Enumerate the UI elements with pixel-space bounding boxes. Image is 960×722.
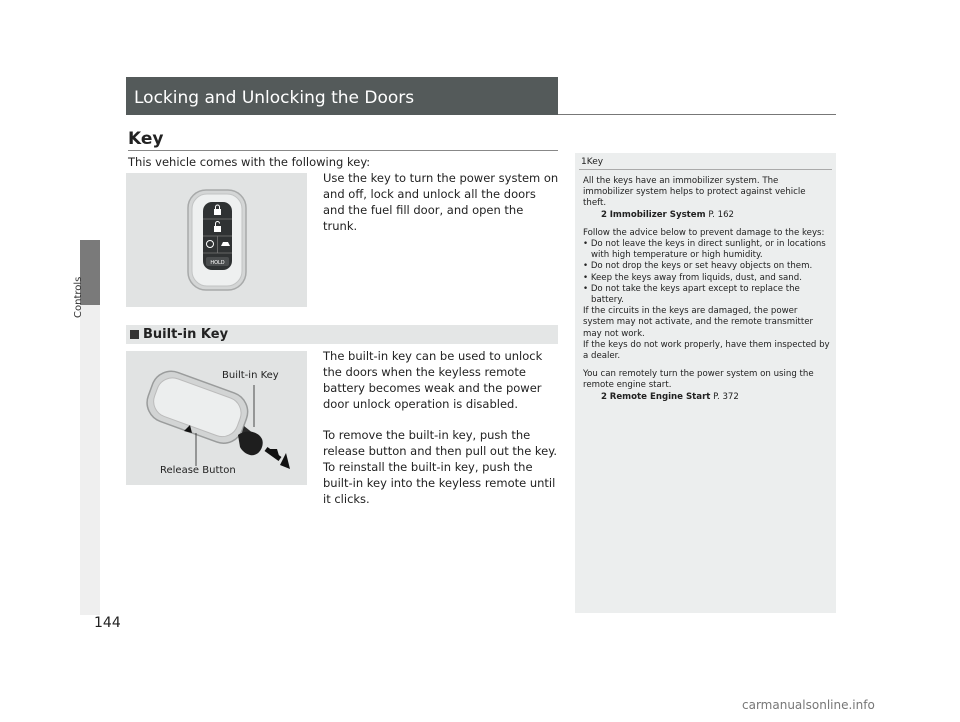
note-body — [583, 176, 831, 403]
note-para-4: If the keys do not work properly, have them inspected by a dealer. — [583, 339, 830, 362]
section-title: Locking and Unlocking the Doors — [134, 88, 415, 108]
builtin-key-text — [323, 348, 561, 507]
chapter-label: Controls — [73, 276, 84, 318]
note-ref-immobilizer[interactable]: 2 Immobilizer System P. 162 — [601, 209, 735, 220]
builtin-key-para-2: To remove the built-in key, push the release button and then pull out the key. To reinstall the built-in key, push the built-in key into the keyless remote until it clicks. — [323, 428, 558, 506]
page-number: 144 — [94, 615, 121, 631]
callout-builtin-key: Built-in Key — [222, 370, 279, 381]
note-heading — [581, 157, 603, 167]
note-bullet: • Do not take the keys apart except to replace the battery. — [583, 283, 800, 306]
fob-hold-label: HOLD — [210, 260, 225, 266]
builtin-key-title: Built-in Key — [143, 327, 229, 342]
square-bullet-icon — [130, 330, 139, 339]
key-heading-rule — [128, 150, 558, 151]
key-description: Use the key to turn the power system on and off, lock and unlock all the doors and the fuel fill door, and open the trunk. — [323, 171, 559, 233]
note-ref-remote-start[interactable]: 2 Remote Engine Start P. 372 — [601, 391, 739, 402]
builtin-key-para-1: The built-in key can be used to unlock the doors when the keyless remote battery becomes weak and the power door unlock operation is disabled. — [323, 349, 543, 411]
note-bullet: • Do not drop the keys or set heavy objects on them. — [583, 261, 813, 272]
key-fob-illustration — [126, 173, 307, 307]
note-para-5: You can remotely turn the power system on using the remote engine start. — [583, 369, 814, 391]
note-bullet: • Do not leave the keys in direct sunlight, or in locations with high temperature or high humidity. — [583, 239, 826, 261]
note-bullet: • Keep the keys away from liquids, dust, and sand. — [583, 272, 802, 283]
note-para-1: All the keys have an immobilizer system. The immobilizer system helps to protect against vehicle theft. — [583, 176, 806, 209]
arrow-icon: 2 — [601, 209, 607, 220]
callout-release-button: Release Button — [160, 465, 236, 476]
header-rule — [558, 114, 836, 115]
note-para-2: Follow the advice below to prevent damage to the keys: — [583, 227, 825, 238]
intro-text: This vehicle comes with the following key: — [128, 155, 371, 169]
note-heading-rule — [579, 169, 832, 170]
key-heading: Key — [128, 129, 164, 149]
note-heading-text: Key — [586, 157, 604, 167]
chapter-strip — [80, 305, 100, 615]
note-marker: 1 — [581, 157, 587, 167]
note-para-3: If the circuits in the keys are damaged, the power system may not activate, and the remote transmitter may not work. — [583, 306, 814, 339]
arrow-icon: 2 — [601, 391, 607, 402]
watermark: carmanualsonline.info — [742, 698, 875, 712]
key-fob-image — [126, 173, 307, 307]
